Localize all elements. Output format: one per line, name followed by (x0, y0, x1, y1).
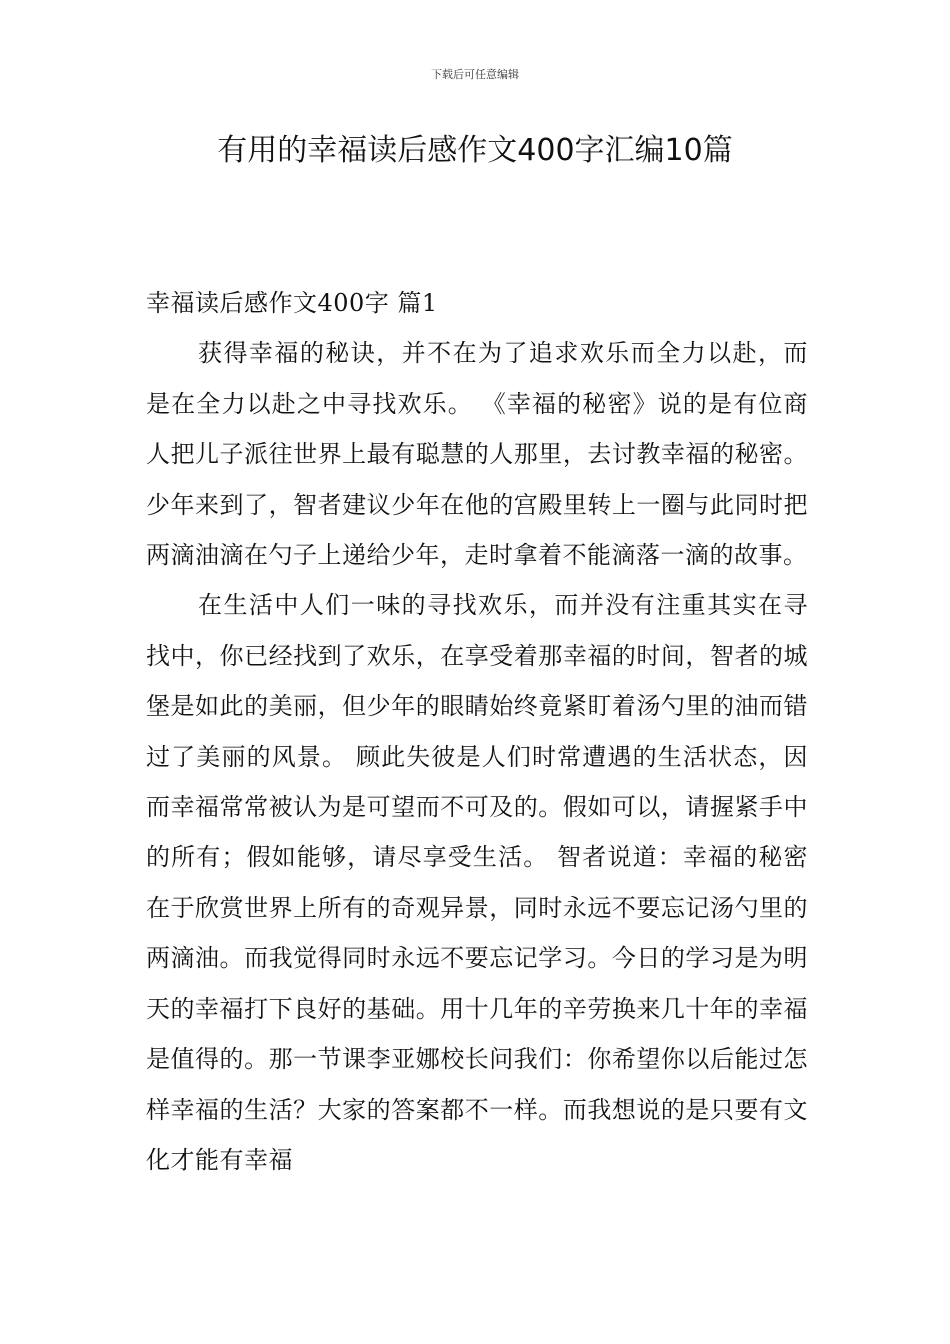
section-heading: 幸福读后感作文400字 篇1 (146, 289, 438, 317)
page-header-note: 下载后可任意编辑 (431, 68, 519, 81)
document-body (146, 278, 808, 1185)
paragraph: 获得幸福的秘诀，并不在为了追求欢乐而全力以赴，而是在全力以赴之中寻找欢乐。 《幸福的秘密》说的是有位商人把儿子派往世界上最有聪慧的人那里，去讨教幸福的秘密。少年来到了，智者建议少年在他的宫殿里转上一圈与此同时把两滴油滴在勺子上递给少年，走时拿着不能滴落一滴的故事。 (146, 339, 808, 570)
document-title: 有用的幸福读后感作文400字汇编10篇 (217, 133, 733, 168)
paragraph: 在生活中人们一味的寻找欢乐，而并没有注重其实在寻找中，你已经找到了欢乐，在享受着那幸福的时间，智者的城堡是如此的美丽，但少年的眼睛始终竟紧盯着汤勺里的油而错过了美丽的风景。 顾此失彼是人们时常遭遇的生活状态，因而幸福常常被认为是可望而不可及的。假如可以，请握紧手中的所有；假如能够，请尽享受生活。 智者说道：幸福的秘密在于欣赏世界上所有的奇观异景，同时永远不要忘记汤勺里的两滴油。而我觉得同时永远不要忘记学习。今日的学习是为明天的幸福打下良好的基础。用十几年的辛劳换来几十年的幸福是值得的。那一节课李亚娜校长问我们：你希望你以后能过怎样幸福的生活？大家的答案都不一样。而我想说的是只要有文化才能有幸福 (146, 591, 808, 1174)
